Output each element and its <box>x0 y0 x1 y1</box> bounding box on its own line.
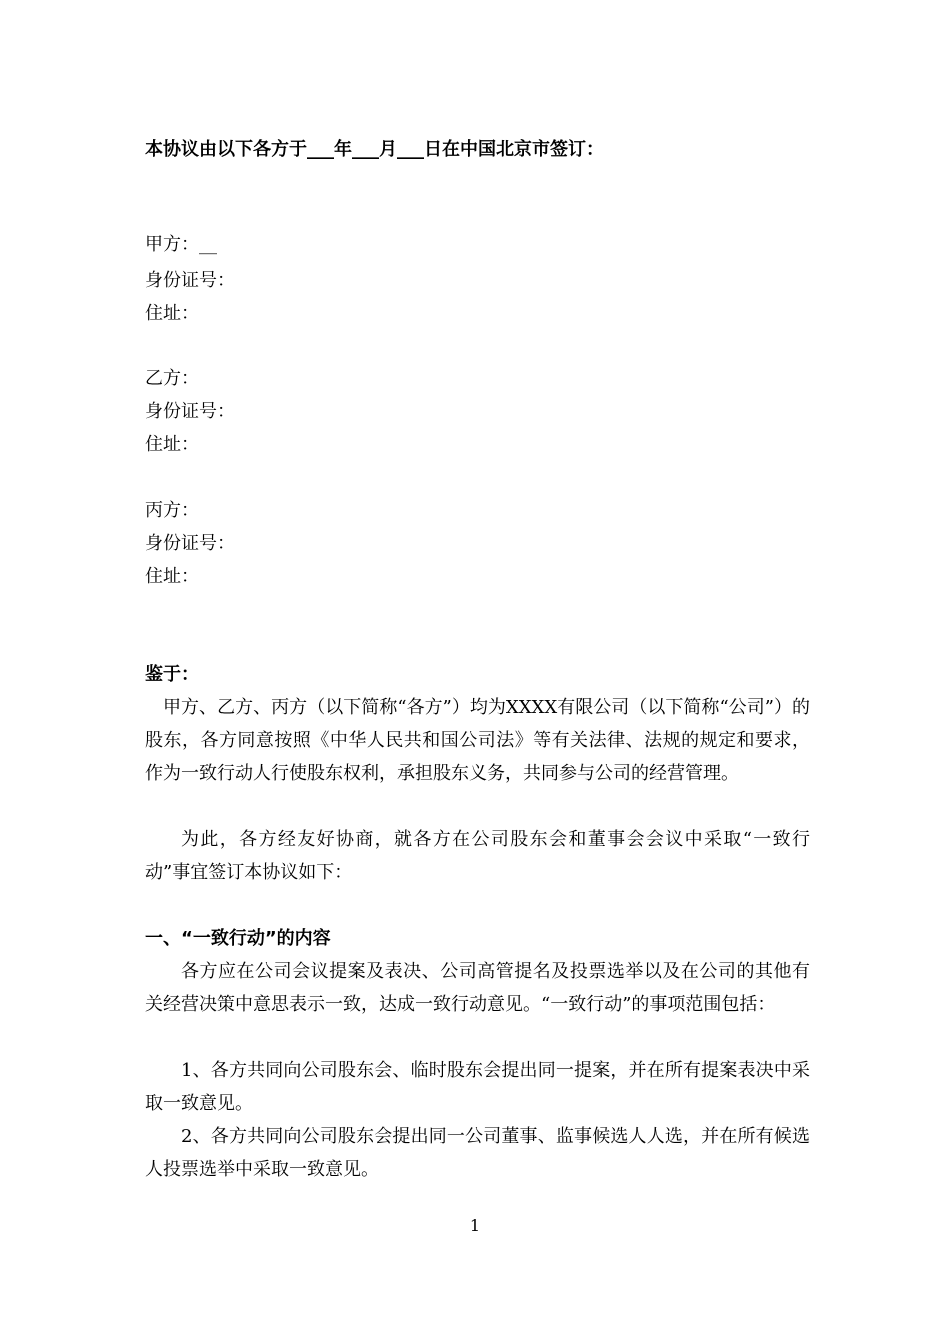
section-1-title: 一、“一致行动”的内容 <box>145 928 331 949</box>
section-1-item-2: 2、各方共同向公司股东会提出同一公司董事、监事候选人人选，并在所有候选人投票选举中采取一致意见。 <box>145 1126 810 1180</box>
section-1-intro: 各方应在公司会议提案及表决、公司高管提名及投票选举以及在公司的其他有关经营决策中意思表示一致，达成一致行动意见。“一致行动”的事项范围包括： <box>145 961 810 1015</box>
agreement-heading: 本协议由以下各方于___年___月___日在中国北京市签订： <box>145 139 604 160</box>
party-b-name-label: 乙方： <box>145 368 199 389</box>
party-b-address-label: 住址： <box>145 434 199 455</box>
section-1-item-1: 1、各方共同向公司股东会、临时股东会提出同一提案，并在所有提案表决中采取一致意见。 <box>145 1060 810 1114</box>
whereas-title: 鉴于： <box>145 664 199 685</box>
whereas-paragraph-1: 甲方、乙方、丙方（以下简称“各方”）均为XXXX有限公司（以下简称“公司”）的股东，各方同意按照《中华人民共和国公司法》等有关法律、法规的规定和要求，作为一致行动人行使股东权利，承担股东义务，共同参与公司的经营管理。 <box>145 697 810 784</box>
party-a-name-label: 甲方：__ <box>145 234 217 255</box>
whereas-paragraph-2: 为此，各方经友好协商，就各方在公司股东会和董事会会议中采取“一致行动”事宜签订本协议如下： <box>145 829 810 883</box>
party-c-id-label: 身份证号： <box>145 533 235 554</box>
page-number: 1 <box>469 1216 481 1235</box>
party-c-address-label: 住址： <box>145 566 199 587</box>
party-b-id-label: 身份证号： <box>145 401 235 422</box>
party-a-id-label: 身份证号： <box>145 270 235 291</box>
party-c-name-label: 丙方： <box>145 500 199 521</box>
party-a-address-label: 住址： <box>145 303 199 324</box>
